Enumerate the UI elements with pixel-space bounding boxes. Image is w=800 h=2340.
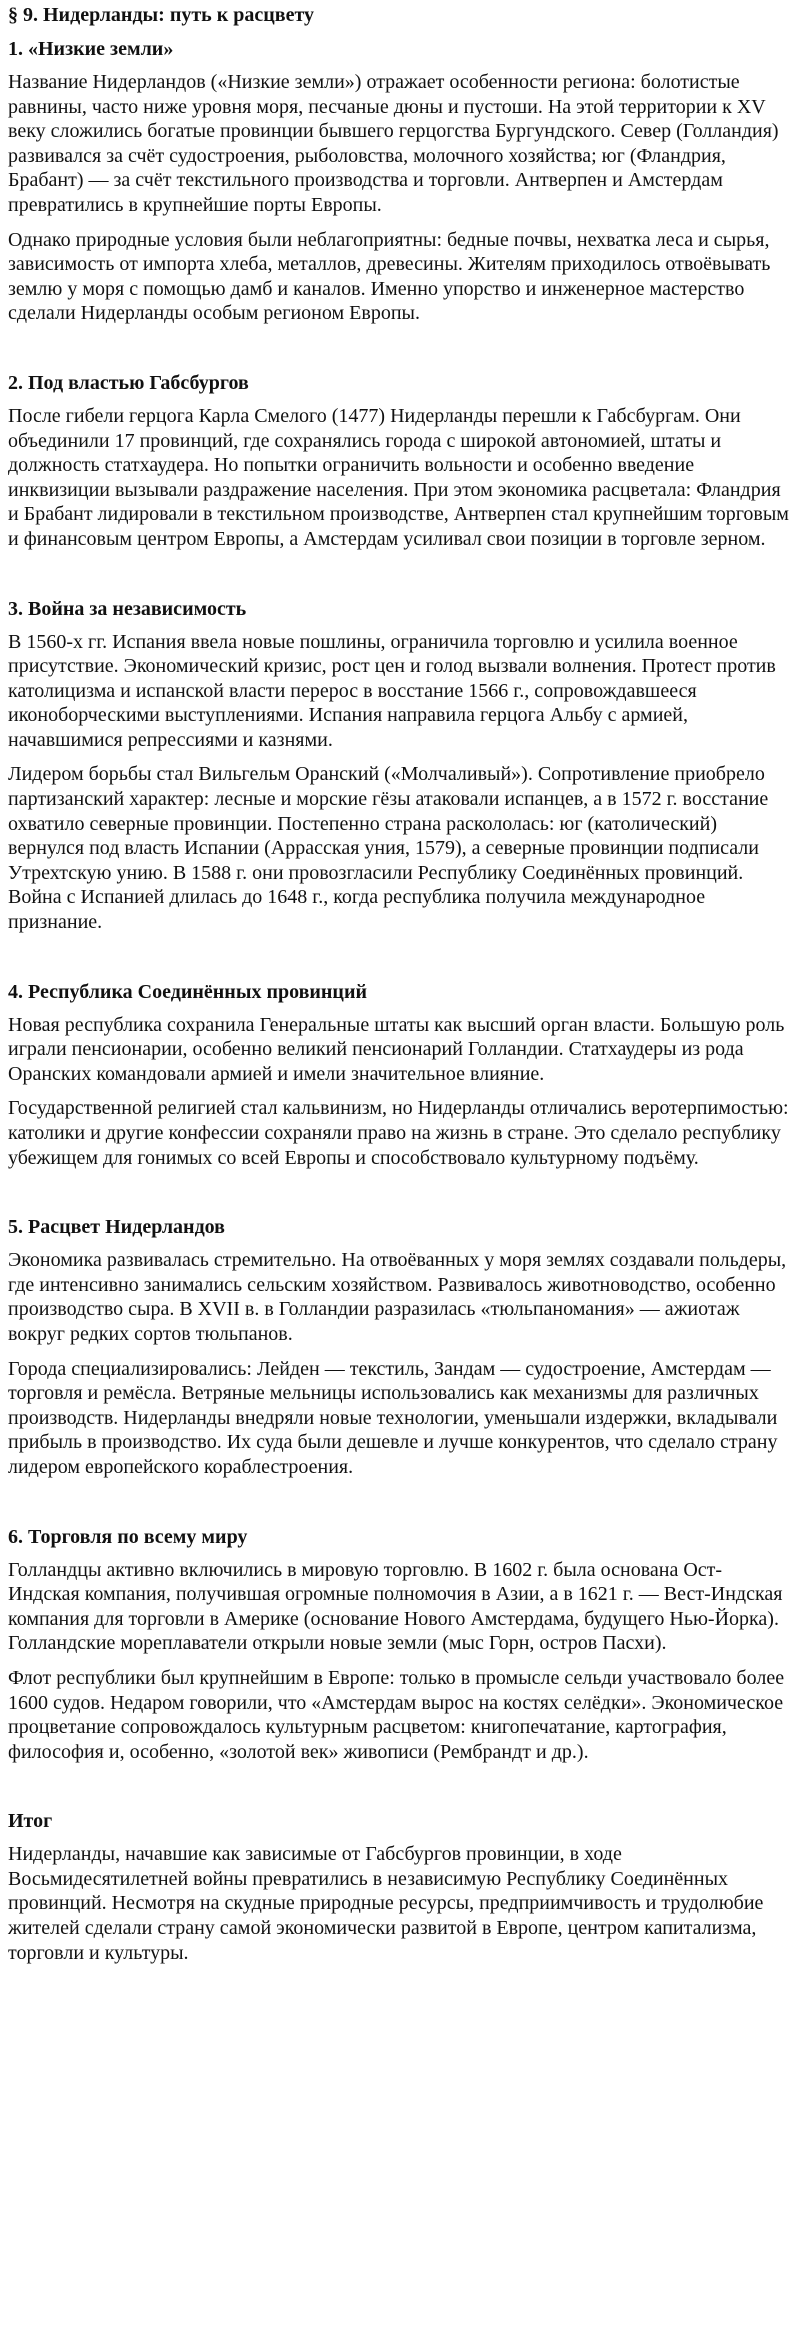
paragraph: Экономика развивалась стремительно. На отвоёванных у моря землях создавали польдеры, где интенсивно занимались сельским хозяйством. Развивалось животноводство, особенно производство сыра. В XVII в. в Голландии разразилась «тюльпаномания» — ажиотаж вокруг редких сортов тюльпанов.: [8, 1249, 787, 1345]
section-summary: [8, 1808, 792, 1965]
paragraph: Однако природные условия были неблагоприятны: бедные почвы, нехватка леса и сырья, зависимость от импорта хлеба, металлов, древесины. Жителям приходилось отвоёвывать землю у моря с помощью дамб и каналов. Именно упорство и инженерное мастерство сделали Нидерланды особым регионом Европы.: [8, 228, 771, 325]
section-habsburg-rule: [8, 370, 792, 552]
section-world-trade: [8, 1524, 792, 1765]
page-title: § 9. Нидерланды: путь к расцвету: [8, 4, 315, 26]
paragraph: После гибели герцога Карла Смелого (1477) Нидерланды перешли к Габсбургам. Они объединили 17 провинций, где сохранялись города с широкой автономией, штаты и должность статхаудера. Но попытки ограничить вольности и особенно введение инквизиции вызывали раздражение населения. При этом экономика расцветала: Фландрия и Брабант лидировали в текстильном производстве, Антверпен стал крупнейшим торговым и финансовым центром Европы, а Амстердам усиливал свои позиции в торговле зерном.: [8, 404, 789, 550]
section-heading: 2. Под властью Габсбургов: [8, 371, 249, 394]
paragraph: Новая республика сохранила Генеральные штаты как высший орган власти. Большую роль играли пенсионарии, особенно великий пенсионарий Голландии. Статхаудеры из рода Оранских командовали армией и имели значительное влияние.: [8, 1013, 785, 1085]
section-gap: [8, 945, 792, 979]
section-heading: 5. Расцвет Нидерландов: [8, 1216, 225, 1239]
section-heading: 4. Республика Соединённых провинций: [8, 980, 368, 1003]
section-heading: Итог: [8, 1810, 53, 1833]
paragraph: В 1560-х гг. Испания ввела новые пошлины, ограничила торговлю и усилила военное присутствие. Экономический кризис, рост цен и голод вызвали волнения. Протест против католицизма и испанской власти перерос в восстание 1566 г., сопровождавшееся иконоборческими выступлениями. Испания направила герцога Альбу с армией, начавшимися репрессиями и казнями.: [8, 630, 776, 751]
section-heading: 6. Торговля по всему миру: [8, 1525, 248, 1548]
paragraph: Флот республики был крупнейшим в Европе: только в промысле сельди участвовало более 1600 судов. Недаром говорили, что «Амстердам вырос на костях селёдки». Экономическое процветание сопровождалось культурным расцветом: книгопечатание, картография, философия и, особенно, «золотой век» живописи (Рембрандт и др.).: [8, 1666, 785, 1763]
section-republic: [8, 979, 792, 1171]
section-war-of-independence: [8, 596, 792, 935]
section-gap: [8, 336, 792, 370]
section-gap: [8, 1774, 792, 1808]
section-heading: 3. Война за независимость: [8, 597, 247, 620]
paragraph: Голландцы активно включились в мировую торговлю. В 1602 г. была основана Ост-Индская компания, получившая огромные полномочия в Азии, а в 1621 г. — Вест-Индская компания для торговли в Америке (основание Нового Амстердама, будущего Нью-Йорка). Голландские мореплаватели открыли новые земли (мыс Горн, остров Пасхи).: [8, 1558, 783, 1655]
paragraph: Государственной религией стал кальвинизм, но Нидерланды отличались веротерпимостью: католики и другие конфессии сохраняли право на жизнь в стране. Это сделало республику убежищем для гонимых со всей Европы и способствовало культурному подъёму.: [8, 1097, 789, 1169]
paragraph: Лидером борьбы стал Вильгельм Оранский («Молчаливый»). Сопротивление приобрело партизанский характер: лесные и морские гёзы атаковали испанцев, а в 1572 г. восстание охватило северные провинции. Постепенно страна раскололась: юг (католический) вернулся под власть Испании (Аррасская уния, 1579), а северные провинции подписали Утрехтскую унию. В 1588 г. они провозгласили Республику Соединённых провинций. Война с Испанией длилась до 1648 г., когда республика получила международное признание.: [8, 763, 769, 934]
section-low-lands: [8, 36, 792, 326]
section-gap: [8, 1180, 792, 1214]
section-gap: [8, 1490, 792, 1524]
section-heading: 1. «Низкие земли»: [8, 38, 174, 60]
section-flourishing: [8, 1214, 792, 1479]
section-gap: [8, 562, 792, 596]
paragraph: Города специализировались: Лейден — текстиль, Зандам — судостроение, Амстердам — торговля и ремёсла. Ветряные мельницы использовались как механизмы для различных производств. Нидерланды внедряли новые технологии, уменьшали издержки, вкладывали прибыль в производство. Их суда были дешевле и лучше конкурентов, что сделало страну лидером европейского кораблестроения.: [8, 1357, 778, 1478]
paragraph: Нидерланды, начавшие как зависимые от Габсбургов провинции, в ходе Восьмидесятилетней войны превратились в независимую Республику Соединённых провинций. Несмотря на скудные природные ресурсы, предприимчивость и трудолюбие жителей сделали страну самой экономически развитой в Европе, центром капитализма, торговли и культуры.: [8, 1843, 764, 1964]
paragraph: Название Нидерландов («Низкие земли») отражает особенности региона: болотистые равнины, часто ниже уровня моря, песчаные дюны и пустоши. На этой территории к XV веку сложились богатые провинции бывшего герцогства Бургундского. Север (Голландия) развивался за счёт судостроения, рыболовства, молочного хозяйства; юг (Фландрия, Брабант) — за счёт текстильного производства и торговли. Антверпен и Амстердам превратились в крупнейшие порты Европы.: [8, 71, 779, 216]
